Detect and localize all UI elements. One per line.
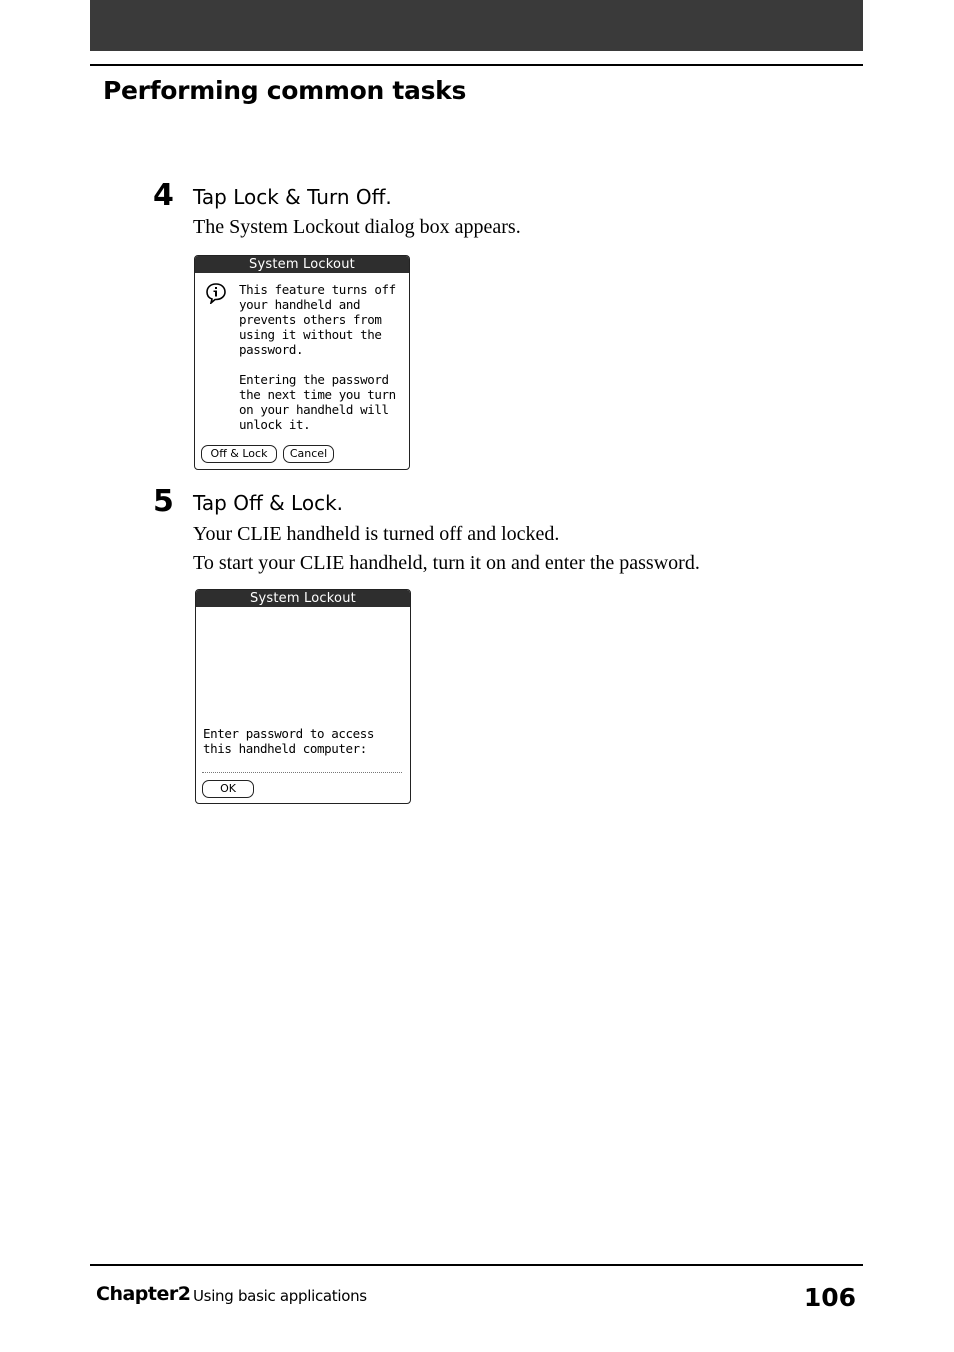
footer-rule [90, 1264, 863, 1266]
page-number: 106 [803, 1283, 856, 1312]
dialog-message: Entering the password the next time you turn on your handheld will unlock it. [239, 372, 396, 432]
step-description: The System Lockout dialog box appears. [193, 216, 521, 238]
step-instruction: Tap Lock & Turn Off. [193, 185, 392, 209]
password-field[interactable] [202, 772, 402, 773]
header-bar [90, 0, 863, 51]
header-rule [90, 64, 863, 66]
step-description: To start your CLIE handheld, turn it on and enter the password. [193, 552, 700, 574]
info-icon [205, 282, 227, 304]
step-number: 5 [153, 484, 174, 519]
step-number: 4 [153, 178, 174, 213]
off-lock-button[interactable]: Off & Lock [201, 445, 277, 463]
cancel-button[interactable]: Cancel [283, 445, 334, 463]
step-instruction: Tap Off & Lock. [193, 491, 344, 515]
dialog-message: This feature turns off your handheld and prevents others from using it without the password. [239, 282, 396, 357]
footer-chapter-title: Using basic applications [193, 1287, 367, 1305]
system-lockout-dialog [195, 589, 411, 804]
section-title: Performing common tasks [103, 76, 467, 105]
dialog-title: System Lockout [196, 590, 410, 607]
dialog-title: System Lockout [195, 256, 409, 273]
step-description: Your CLIE handheld is turned off and locked. [193, 523, 560, 545]
system-lockout-dialog [194, 255, 410, 470]
ok-button[interactable]: OK [202, 780, 254, 798]
footer-chapter: Chapter2 [96, 1283, 191, 1305]
password-prompt: Enter password to access this handheld computer: [203, 726, 375, 756]
